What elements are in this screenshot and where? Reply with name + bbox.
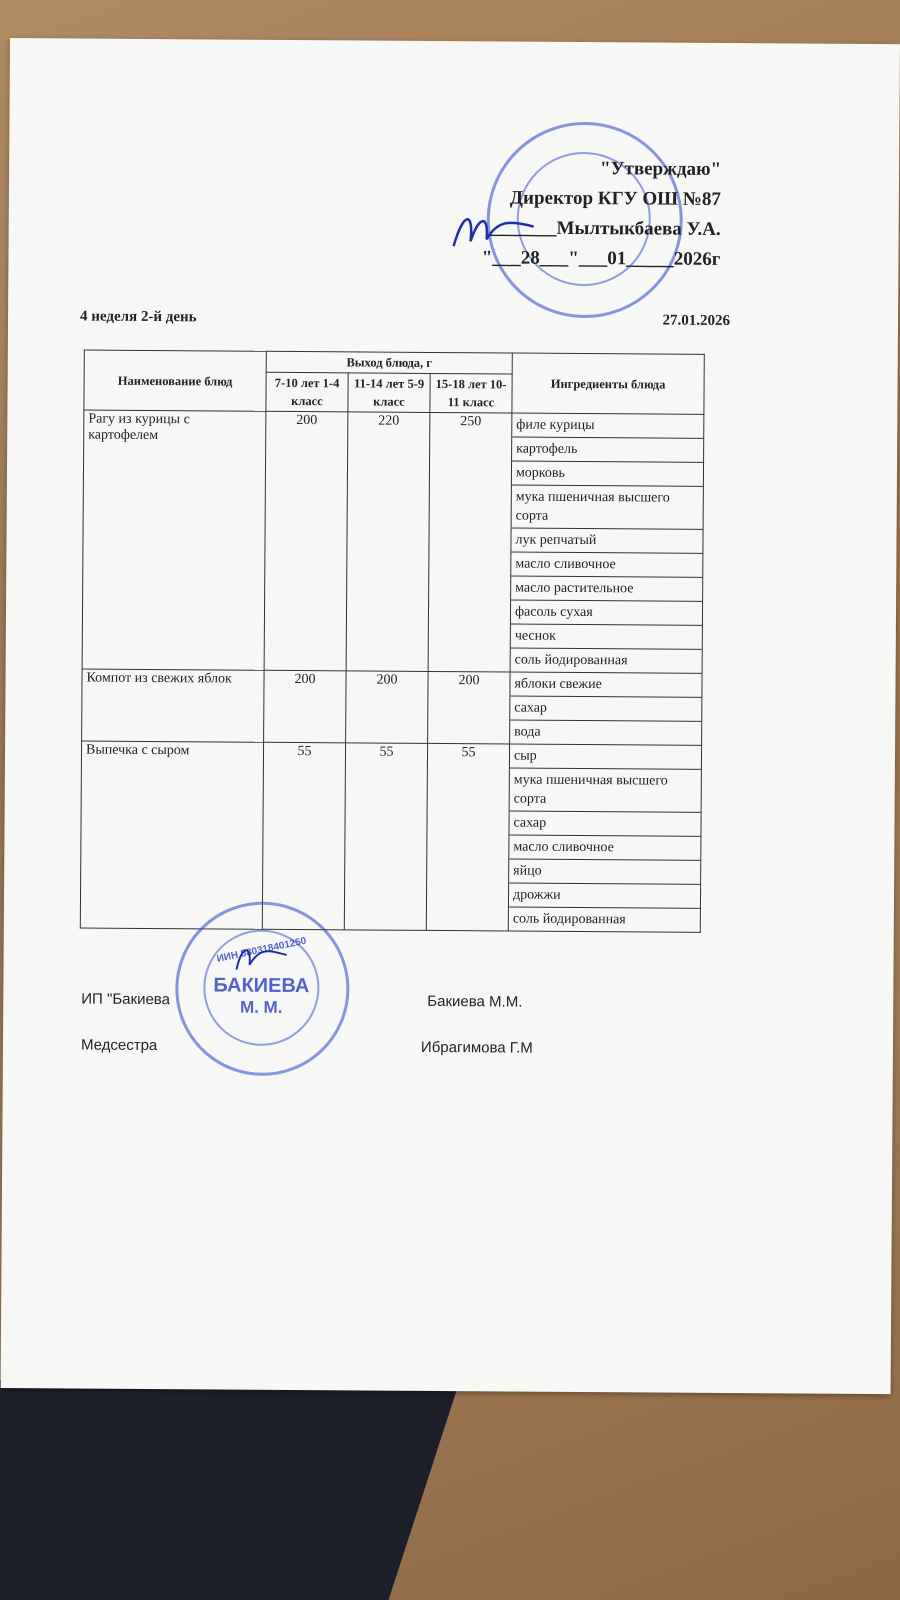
ingredient: сахар (509, 812, 700, 837)
ingredient: яйцо (509, 860, 700, 885)
header-age-7-10: 7-10 лет 1-4 класс (266, 372, 348, 412)
signature-right-1: Бакиева М.М. (427, 992, 523, 1011)
ingredient: масло сливочное (511, 553, 702, 578)
ingredient: масло растительное (511, 577, 702, 602)
document-sheet (1, 38, 900, 1394)
ingredient: мука пшеничная высшего сорта (512, 486, 703, 530)
ingredient-list (510, 413, 704, 673)
header-row (84, 350, 704, 375)
ingredient: сахар (510, 697, 701, 722)
approval-position: Директор КГУ ОШ №87 (509, 187, 721, 210)
ingredient: фасоль сухая (511, 601, 702, 626)
dish-name: Рагу из курицы с картофелем (82, 410, 266, 670)
stamp-iin: ИИН 580318401250 (215, 935, 308, 965)
dish-output-15-18: 200 (428, 671, 511, 744)
header-output: Выход блюда, г (266, 351, 512, 374)
ingredient: дрожжи (509, 884, 700, 909)
stamp-name: БАКИЕВА (213, 974, 310, 998)
ingredient: чеснок (511, 625, 702, 650)
ingredient: сыр (510, 745, 701, 770)
table-row (82, 669, 702, 745)
table-row (82, 410, 704, 673)
stamp-initials: М. М. (239, 997, 283, 1017)
menu-day-header (80, 308, 730, 330)
director-signature (448, 201, 538, 262)
dish-name: Компот из свежих яблок (82, 669, 264, 742)
ingredient: мука пшеничная высшего сорта (510, 769, 701, 813)
approval-name: _______Мылтыкбаева У.А. (490, 217, 721, 240)
week-day: 4 неделя 2-й день (80, 308, 197, 326)
ingredient: лук репчатый (511, 529, 702, 554)
ingredient-list (508, 744, 701, 932)
dish-name: Выпечка с сыром (80, 741, 263, 929)
ingredient: соль йодированная (514, 652, 628, 669)
header-dish-name: Наименование блюд (84, 350, 266, 411)
ingredient: картофель (512, 438, 703, 463)
header-age-15-18: 15-18 лет 10-11 класс (430, 373, 512, 413)
ingredient: вода (514, 724, 541, 740)
dish-output-11-14: 55 (344, 743, 427, 931)
ingredient: филе курицы (512, 414, 703, 439)
ingredient: яблоки свежие (510, 673, 701, 698)
dish-output-7-10: 200 (264, 411, 348, 671)
approval-date: "___28___"___01_____2026г (481, 247, 721, 270)
ingredient-list (510, 672, 702, 745)
menu-table (80, 350, 705, 933)
dish-output-7-10: 200 (264, 670, 347, 743)
signature-left-2: Медсестра (80, 1036, 158, 1055)
entrepreneur-signature (231, 940, 291, 980)
header-age-11-14: 11-14 лет 5-9 класс (348, 373, 430, 413)
menu-date: 27.01.2026 (662, 312, 731, 330)
signature-right-2: Ибрагимова Г.М (420, 1038, 533, 1057)
ingredient: масло сливочное (509, 836, 700, 861)
table-row (80, 741, 701, 932)
ingredient: соль йодированная (512, 911, 626, 928)
dish-output-11-14: 200 (346, 671, 429, 744)
dish-output-7-10: 55 (262, 742, 345, 930)
dish-output-15-18: 250 (428, 412, 512, 672)
dish-output-15-18: 55 (426, 743, 509, 931)
ingredient: морковь (512, 462, 703, 487)
approval-title: "Утверждаю" (599, 158, 722, 180)
dish-output-11-14: 220 (346, 412, 430, 672)
dark-fabric (0, 1380, 460, 1600)
signature-left-1: ИП "Бакиева (81, 990, 171, 1009)
header-ingredients: Ингредиенты блюда (512, 353, 704, 414)
